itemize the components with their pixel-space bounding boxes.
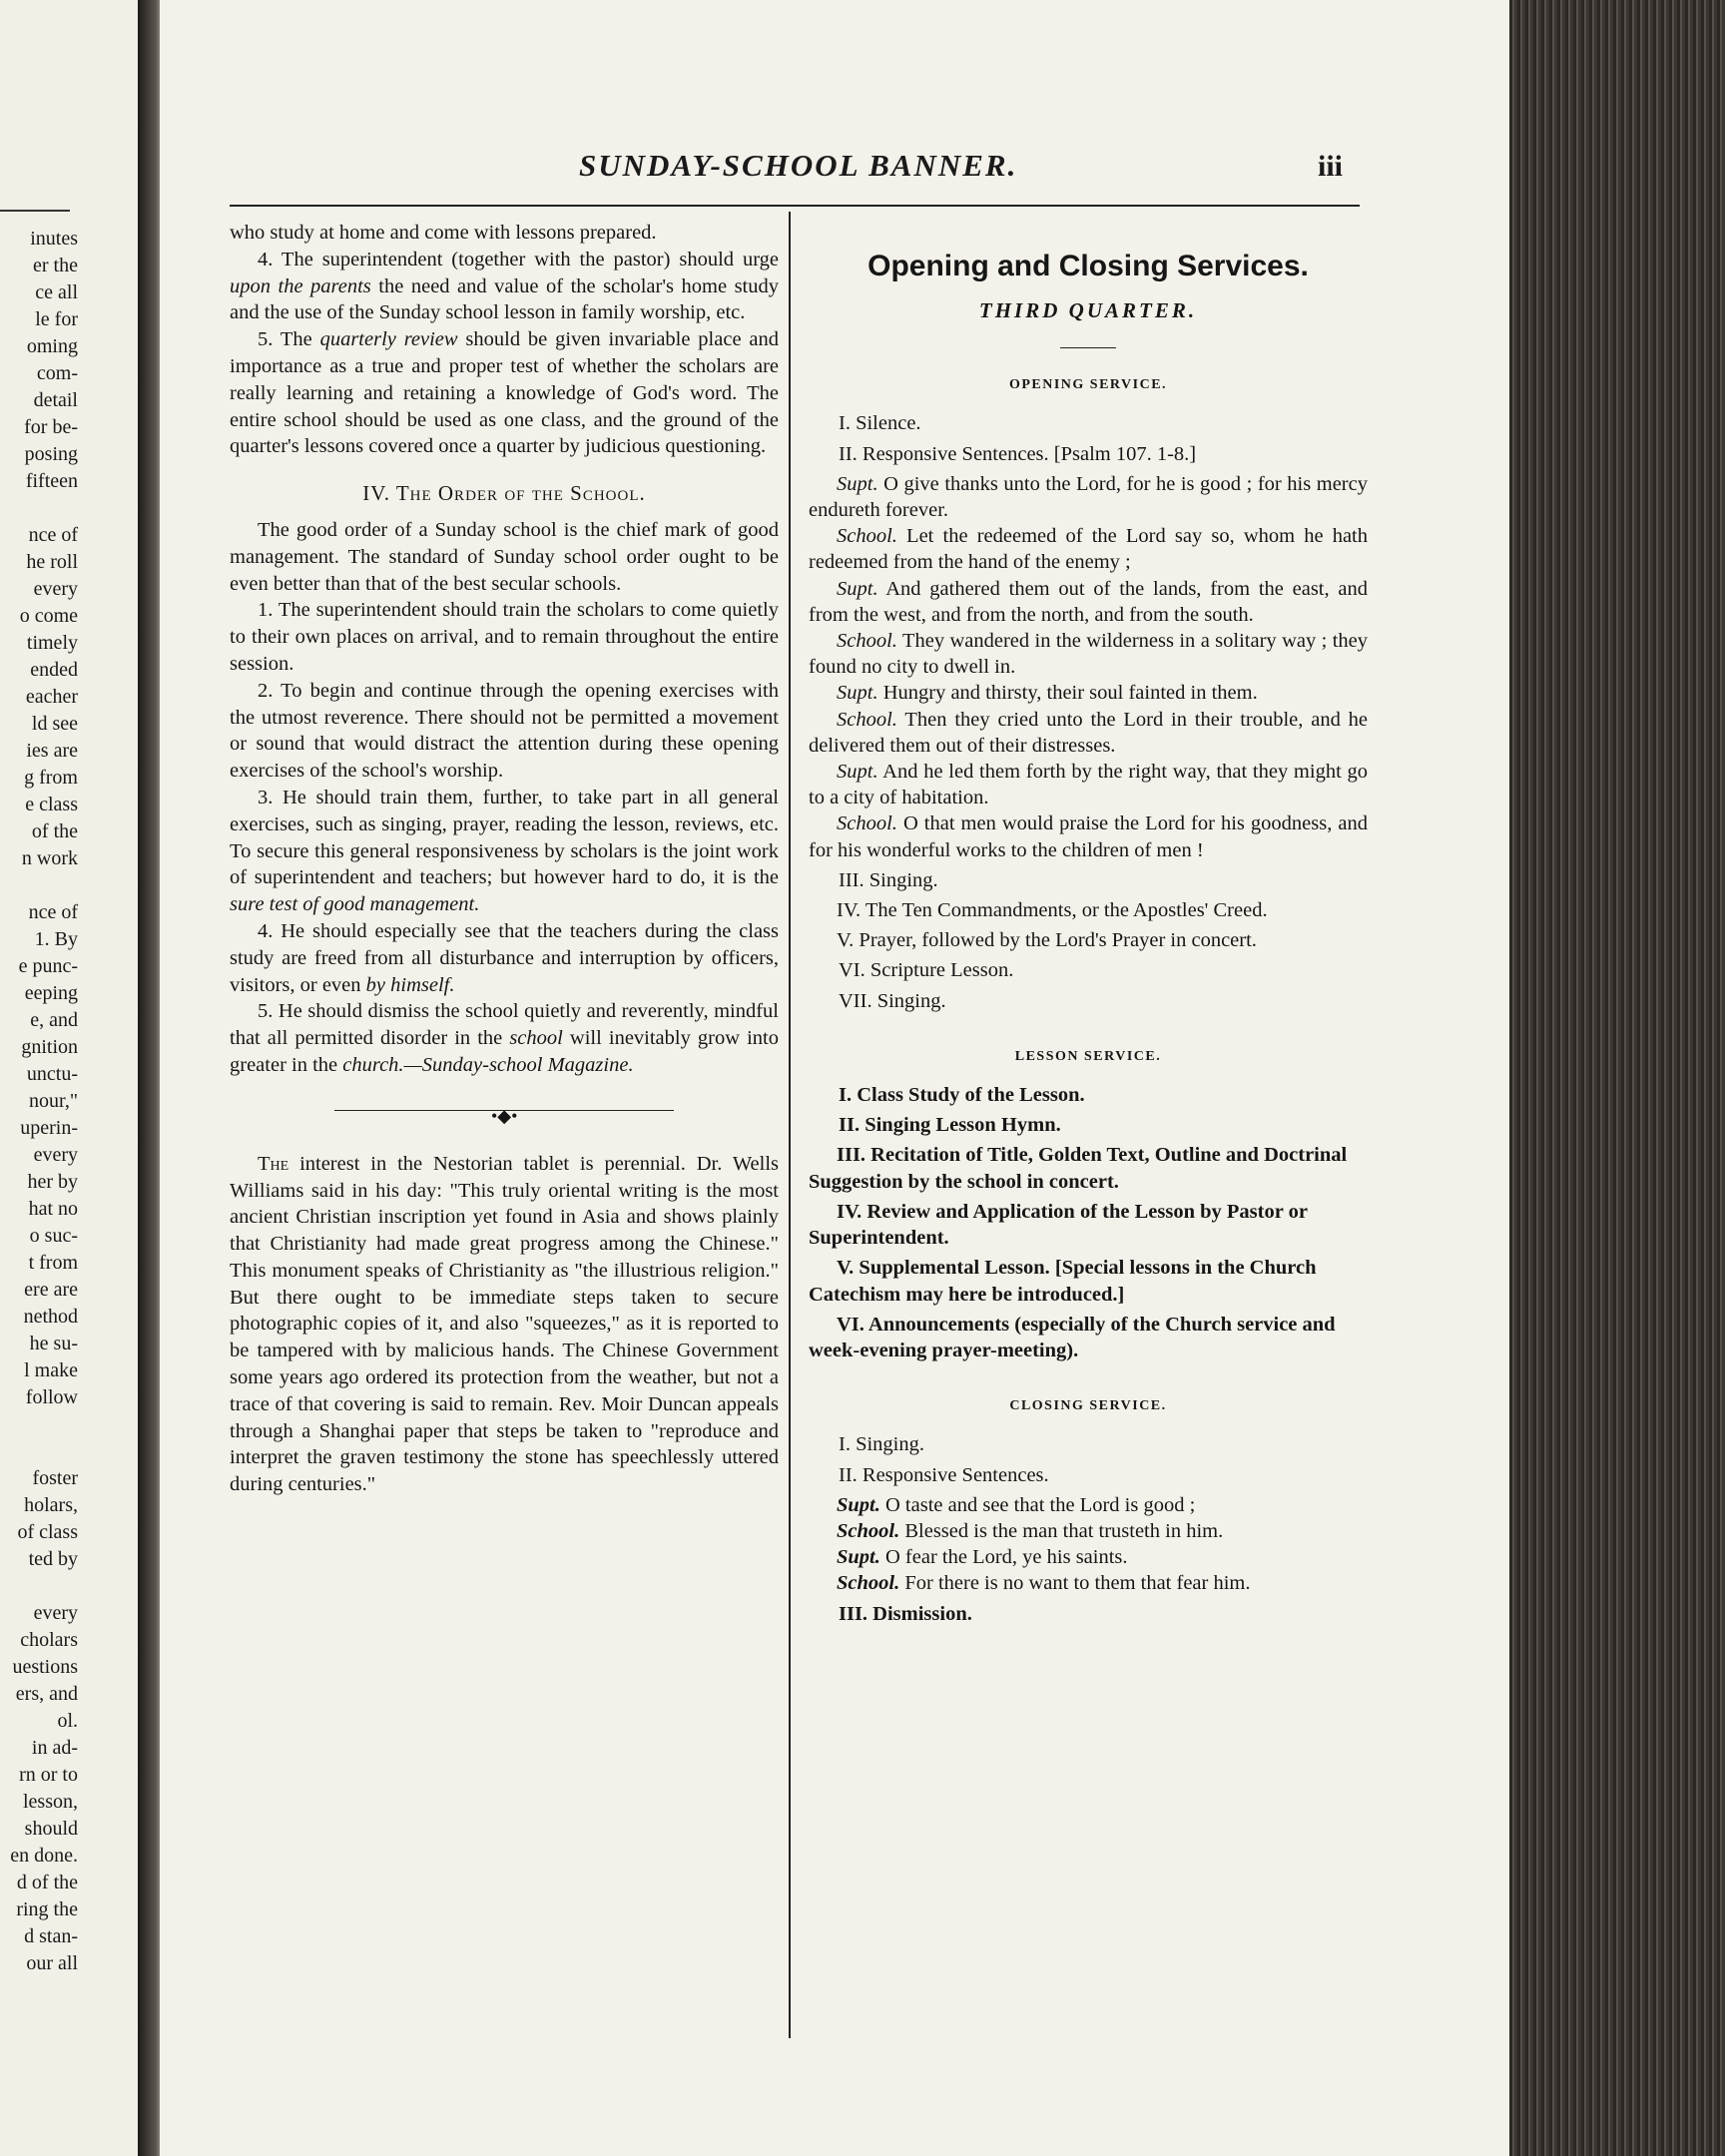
paragraph (230, 517, 779, 597)
list-item: II. Responsive Sentences. [Psalm 107. 1-8.] (839, 442, 1197, 465)
paragraph (230, 597, 779, 677)
facing-page-line: fifteen (25, 470, 78, 492)
facing-page-line: n work (21, 847, 78, 869)
response-text: Then they cried unto the Lord in their trouble, and he delivered them out of their distresses. (809, 708, 1368, 757)
list-item: V. Prayer, followed by the Lord's Prayer in concert. (837, 929, 1257, 952)
facing-page-line: uperin- (20, 1117, 78, 1139)
facing-page-line: d stan- (24, 1925, 78, 1947)
facing-page-line: e class (25, 794, 78, 815)
facing-page-line: ring the (16, 1898, 78, 1920)
facing-page-line: com- (36, 362, 78, 384)
response-text: And he led them forth by the right way, that they might go to a city of habitation. (809, 761, 1368, 809)
list-item: III. Recitation of Title, Golden Text, Outline and Doctrinal Suggestion by the school in concert. (809, 1144, 1348, 1193)
speaker-label: Supt. (837, 1493, 880, 1516)
paragraph-text: 5. He should dismiss the school quietly and reverently, mindful that all permitted disorder in the (230, 1000, 779, 1050)
list-item: II. Responsive Sentences. (839, 1463, 1049, 1486)
paragraph-text: should be given invariable place and importance as a true and proper test of whether the scholars are really learning and retaining a knowledge of God's word. The entire school should be used as one class, and the ground of the quarter's lessons covered once a quarter by judicious questioning. (230, 328, 779, 458)
lead-word: The (258, 1152, 289, 1175)
closing-service-heading: CLOSING SERVICE. (1009, 1398, 1167, 1414)
paragraph (230, 326, 779, 460)
facing-page-line: he roll (26, 551, 78, 573)
response-text: O that men would praise the Lord for his goodness, and for his wonderful works to the children of men ! (809, 812, 1368, 861)
facing-page-line: in ad- (31, 1737, 78, 1759)
facing-page-line (10, 495, 78, 522)
facing-page-line: t from (28, 1252, 78, 1274)
response-text: O taste and see that the Lord is good ; (879, 1493, 1196, 1516)
facing-page-line: inutes (30, 228, 78, 250)
short-rule (1060, 347, 1116, 348)
facing-page-line: he su- (29, 1333, 78, 1354)
facing-page-line: e, and (30, 1009, 78, 1031)
paragraph-text: who study at home and come with lessons prepared. (230, 222, 657, 244)
facing-page-line: ere are (24, 1279, 78, 1301)
list-item: III. Dismission. (839, 1602, 972, 1625)
facing-page-line: of class (17, 1521, 78, 1543)
paragraph (230, 918, 779, 998)
list-item: VI. Announcements (especially of the Church service and week-evening prayer-meeting). (809, 1313, 1336, 1361)
paragraph-text: interest in the Nestorian tablet is perennial. Dr. Wells Williams said in his day: "This truly oriental writing is the most ancient Christian inscription yet found in Asia and shows plainly that Christianity had made great progress among the Chinese." This monument speaks of Christianity as "the illustrious religion." But there ought to be immediate steps taken to secure photographic copies of it, and also "squeezes," as it is reported to be tampered with by malicious hands. The Chinese Government some years ago ordered its protection from the weather, but not a trace of that covering is said to remain. Rev. Moir Duncan appeals through a Shanghai paper that steps be taken to "reproduce and interpret the graven testimony the stone has speechlessly uttered during centuries." (230, 1152, 780, 1496)
facing-page-line (10, 1438, 78, 1465)
facing-page-line: should (24, 1818, 78, 1840)
facing-page-line: lesson, (23, 1791, 78, 1813)
speaker-label: School. (837, 708, 897, 731)
emphasis: by himself. (365, 973, 455, 996)
responsive-line (809, 680, 1368, 706)
facing-page-line: o come (19, 605, 78, 627)
emphasis: church.—Sunday-school Magazine. (342, 1053, 634, 1076)
paragraph-text: the need and value of the scholar's home study and the use of the Sunday school lesson in family worship, etc. (230, 274, 779, 324)
facing-page-line: ies are (26, 740, 78, 762)
responsive-line (809, 523, 1368, 575)
facing-page-line: l make (24, 1359, 78, 1381)
facing-page-line: 1. By (34, 928, 78, 950)
response-text: Hungry and thirsty, their soul fainted in them. (877, 682, 1258, 705)
facing-page-line: eeping (24, 982, 78, 1004)
facing-page-line: of the (31, 820, 78, 842)
list-item: VI. Scripture Lesson. (839, 959, 1014, 982)
right-column (809, 250, 1368, 1631)
running-head-title: SUNDAY-SCHOOL BANNER. (579, 148, 1018, 183)
list-item: I. Class Study of the Lesson. (839, 1084, 1085, 1107)
responsive-line (809, 1570, 1368, 1596)
facing-page-line: follow (25, 1386, 78, 1408)
facing-page-line: eacher (25, 686, 78, 708)
facing-page-line: cholars (20, 1629, 78, 1651)
responsive-line (809, 1544, 1368, 1570)
facing-page-line: foster (32, 1467, 78, 1489)
facing-page-line: d of the (16, 1872, 78, 1893)
speaker-label: School. (837, 812, 897, 835)
facing-page-line: ended (30, 659, 78, 681)
paragraph (230, 998, 779, 1078)
facing-page-line: o suc- (29, 1225, 78, 1247)
paragraph (230, 785, 779, 918)
list-item: II. Singing Lesson Hymn. (839, 1114, 1061, 1137)
facing-page-line: er the (33, 255, 78, 276)
facing-page-line: nethod (23, 1306, 78, 1328)
facing-page-line: every (33, 1144, 78, 1166)
speaker-label: Supt. (837, 761, 878, 784)
facing-page-line: nce of (28, 901, 78, 923)
facing-page-line: le for (35, 308, 78, 330)
facing-page-line: posing (24, 443, 78, 465)
facing-page-line: nour," (28, 1090, 78, 1112)
facing-page-line: timely (26, 632, 78, 654)
speaker-label: Supt. (837, 472, 878, 495)
list-item: V. Supplemental Lesson. [Special lessons in the Church Catechism may here be introduced.] (809, 1257, 1317, 1306)
paragraph (230, 247, 779, 326)
facing-page-rule (0, 210, 70, 212)
responsive-sentences (809, 471, 1368, 863)
paragraph-text: 5. The (258, 328, 312, 351)
response-text: O give thanks unto the Lord, for he is good ; for his mercy endureth forever. (809, 472, 1368, 522)
ornament-dot-icon: •◆• (491, 1105, 518, 1126)
paragraph-text: 2. To begin and continue through the opening exercises with the utmost reverence. There should not be permitted a movement or sound that would distract the attention during these opening exercises of the school's worship. (230, 679, 779, 783)
facing-page-line: e punc- (18, 955, 78, 977)
speaker-label: School. (837, 630, 897, 653)
facing-page-line: every (33, 1602, 78, 1624)
facing-page-line: detail (33, 389, 78, 411)
section-ornament (230, 1101, 779, 1126)
facing-page-line (10, 1411, 78, 1438)
paragraph (230, 220, 779, 247)
paragraph-text: 4. He should especially see that the teachers during the class study are freed from all disturbance and interruption by officers, visitors, or even (230, 919, 779, 996)
response-text: For there is no want to them that fear him. (899, 1572, 1251, 1595)
facing-page-line: rn or to (19, 1764, 78, 1786)
services-title: Opening and Closing Services. (867, 250, 1309, 282)
facing-page-line: her by (27, 1171, 78, 1193)
list-item: I. Singing. (839, 1433, 924, 1456)
responsive-line (809, 628, 1368, 680)
facing-page-line: gnition (21, 1036, 78, 1058)
responsive-line (809, 810, 1368, 862)
facing-page-line: oming (26, 335, 78, 357)
responsive-line (809, 1492, 1368, 1518)
column-divider (789, 212, 791, 2038)
speaker-label: Supt. (837, 682, 878, 705)
facing-page-line: en done. (10, 1845, 78, 1867)
paragraph-text: The good order of a Sunday school is the chief mark of good management. The standard of Sunday school order ought to be even better than that of the best secular schools. (230, 518, 779, 595)
facing-page-line: every (33, 578, 78, 600)
facing-page-line: g from (24, 767, 78, 789)
header-rule (230, 205, 1360, 207)
page-edges (1509, 0, 1725, 2156)
services-subtitle: THIRD QUARTER. (978, 298, 1198, 322)
facing-page-text (10, 226, 78, 1977)
speaker-label: School. (837, 1519, 900, 1542)
left-column (230, 220, 779, 1498)
response-text: O fear the Lord, ye his saints. (879, 1546, 1128, 1569)
emphasis: school (509, 1027, 563, 1050)
response-text: Let the redeemed of the Lord say so, whom he hath redeemed from the hand of the enemy ; (809, 525, 1368, 574)
responsive-line (809, 471, 1368, 523)
facing-page-line (10, 872, 78, 899)
paragraph-text: 4. The superintendent (together with the pastor) should urge (258, 248, 779, 270)
facing-page-line: ce all (35, 281, 78, 303)
facing-page-line (10, 1573, 78, 1600)
list-item: I. Silence. (839, 412, 921, 435)
list-item: III. Singing. (839, 868, 938, 891)
lesson-service-heading: LESSON SERVICE. (1014, 1048, 1162, 1064)
facing-page-line: ld see (31, 713, 78, 735)
response-text: Blessed is the man that trusteth in him. (899, 1519, 1224, 1542)
response-text: They wandered in the wilderness in a solitary way ; they found no city to dwell in. (809, 630, 1368, 679)
facing-page-line: unctu- (26, 1063, 78, 1085)
facing-page-fragment (0, 0, 148, 2156)
facing-page-line: holars, (24, 1494, 78, 1516)
facing-page-line: our all (26, 1952, 78, 1974)
response-text: And gathered them out of the lands, from the east, and from the west, and from the north, and from the south. (809, 577, 1368, 626)
paragraph-text: 1. The superintendent should train the scholars to come quietly to their own places on arrival, and to remain throughout the entire session. (230, 599, 779, 675)
speaker-label: Supt. (837, 577, 878, 600)
responsive-sentences (809, 1492, 1368, 1597)
facing-page-line: uestions (12, 1656, 78, 1678)
paragraph-text: will inevitably grow into greater in the (230, 1027, 779, 1076)
responsive-line (809, 576, 1368, 628)
list-item: IV. Review and Application of the Lesson by Pastor or Superintendent. (809, 1200, 1308, 1250)
emphasis: upon the parents (230, 274, 371, 297)
page-number: iii (1318, 150, 1344, 183)
paragraph-text: 3. He should train them, further, to take part in all general exercises, such as singing, prayer, reading the lesson, reviews, etc. To secure this general responsiveness by scholars is the joint work of superintendent and teachers; but however hard to do, it is the (230, 786, 779, 889)
facing-page-line: nce of (28, 524, 78, 546)
paragraph (230, 678, 779, 785)
responsive-line (809, 1518, 1368, 1544)
emphasis: sure test of good management. (230, 893, 480, 916)
speaker-label: School. (837, 525, 897, 548)
speaker-label: Supt. (837, 1546, 880, 1569)
list-item: IV. The Ten Commandments, or the Apostles' Creed. (837, 899, 1268, 922)
emphasis: quarterly review (319, 328, 458, 351)
facing-page-line: for be- (24, 416, 78, 438)
facing-page-line: ers, and (15, 1683, 78, 1705)
list-item: VII. Singing. (839, 989, 946, 1012)
section-heading: IV. The Order of the School. (362, 481, 646, 506)
paragraph (230, 1151, 779, 1498)
facing-page-line: ted by (28, 1548, 78, 1570)
facing-page-line: hat no (28, 1198, 78, 1220)
responsive-line (809, 707, 1368, 759)
opening-service-heading: OPENING SERVICE. (1008, 377, 1168, 393)
facing-page-line: ol. (57, 1710, 78, 1732)
responsive-line (809, 759, 1368, 810)
speaker-label: School. (837, 1572, 900, 1595)
